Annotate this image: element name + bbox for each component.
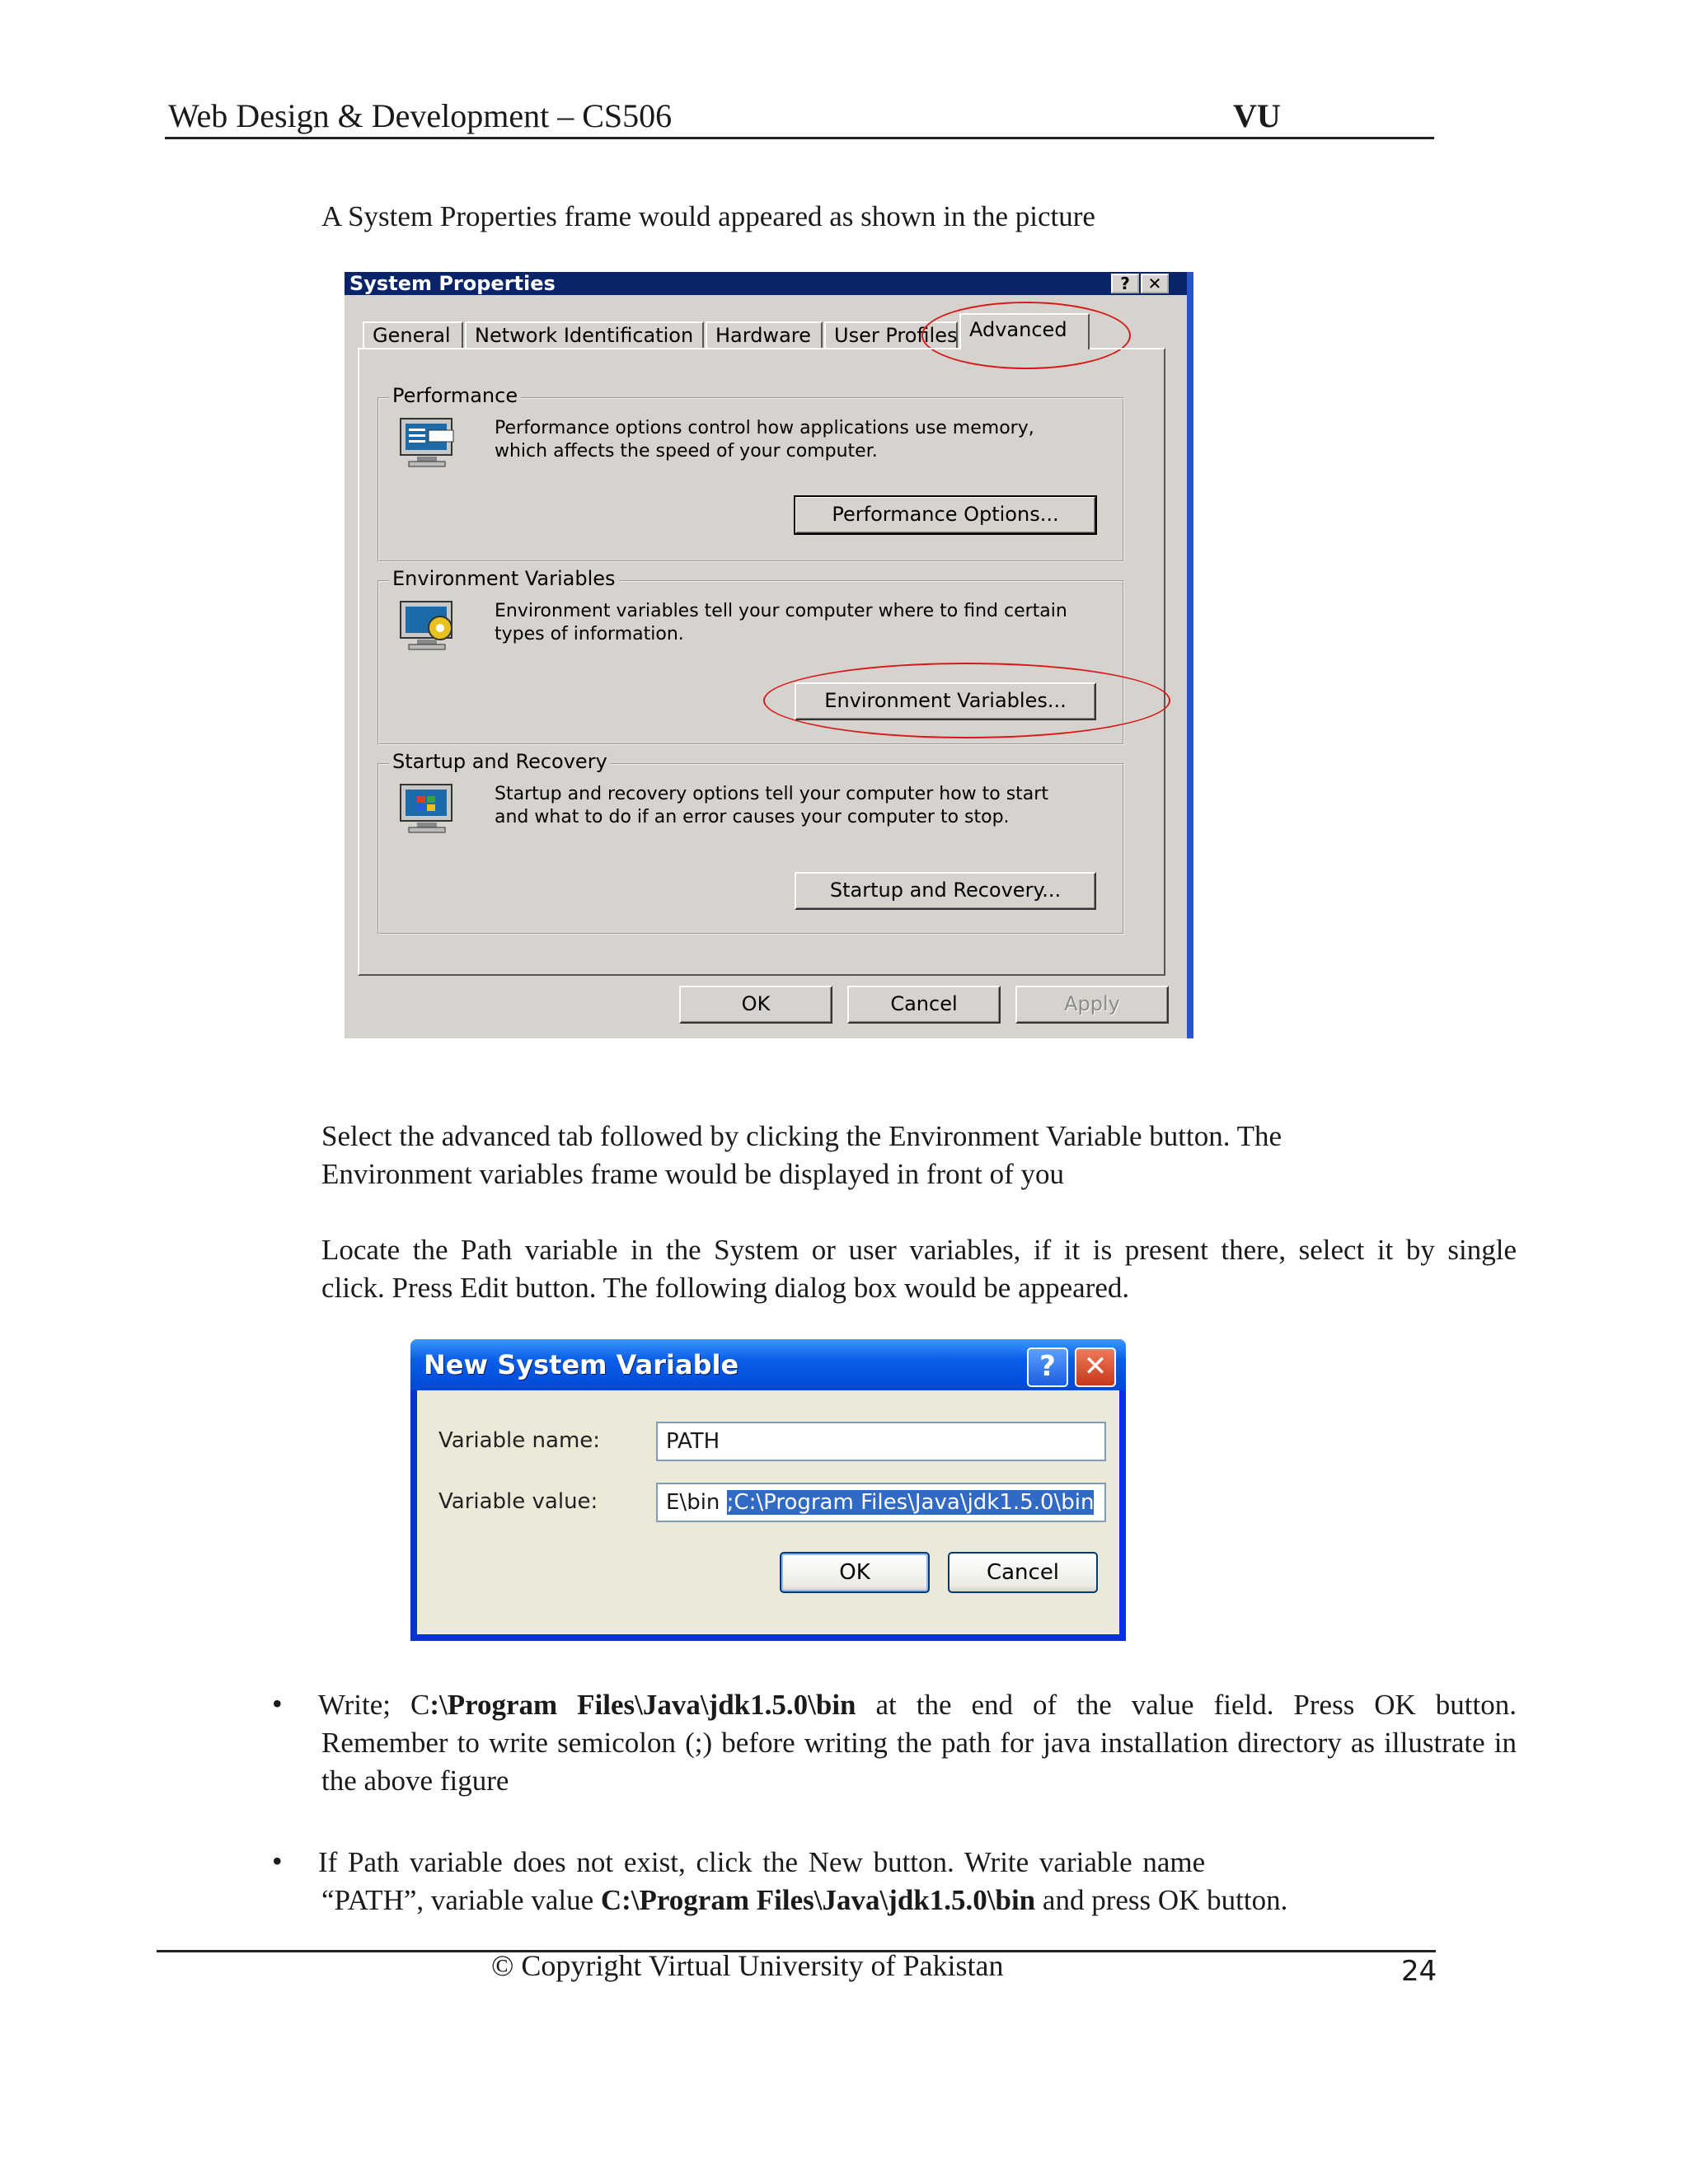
tab-advanced[interactable]: Advanced	[959, 313, 1090, 349]
group-description: Environment variables tell your computer where to find certain types of information.	[495, 601, 1067, 644]
ok-button[interactable]: OK	[679, 986, 832, 1024]
apply-button[interactable]: Apply	[1015, 986, 1169, 1024]
tab-hardware[interactable]: Hardware	[706, 321, 823, 348]
environment-variables-button[interactable]: Environment Variables...	[795, 682, 1096, 720]
sp-close-button[interactable]: ✕	[1141, 274, 1169, 293]
nsv-help-button[interactable]: ?	[1027, 1347, 1068, 1387]
sp-help-button[interactable]: ?	[1111, 274, 1139, 293]
highlight-environment-button	[763, 663, 1170, 738]
paragraph-locate-path: Locate the Path variable in the System or user variables, if it is present there, select it by single click. Press Edit button. The following dialog box would be appeared.	[321, 1234, 1517, 1304]
group-description: Startup and recovery options tell your computer how to start and what to do if an error causes your computer to stop.	[495, 784, 1048, 827]
bullet-new-path: If Path variable does not exist, click the New button. Write variable name “PATH”, variable value C:\Program Files\Java\jdk1.5.0\bin and press OK button.	[318, 1846, 1288, 1916]
course-title: Web Design & Development – CS506	[168, 97, 673, 134]
variable-value-label: Variable value:	[438, 1489, 598, 1514]
cancel-button[interactable]: Cancel	[847, 986, 1001, 1024]
nsv-close-button[interactable]: ✕	[1075, 1347, 1116, 1387]
performance-monitor-icon	[397, 415, 462, 470]
nsv-cancel-button[interactable]: Cancel	[948, 1552, 1098, 1593]
page-number: 24	[1401, 1955, 1437, 1988]
bullet-marker: •	[272, 1687, 283, 1720]
tab-network-identification[interactable]: Network Identification	[465, 321, 704, 348]
tab-user-profiles[interactable]: User Profiles	[824, 321, 958, 348]
variable-name-label: Variable name:	[438, 1428, 601, 1453]
value-selected-text: ;C:\Program Files\Java\jdk1.5.0\bin	[726, 1490, 1095, 1515]
nsv-body	[417, 1390, 1119, 1634]
copyright-text: © Copyright Virtual University of Pakistan	[491, 1949, 1004, 1982]
group-label: Startup and Recovery	[389, 750, 611, 773]
startup-recovery-button[interactable]: Startup and Recovery...	[795, 872, 1096, 910]
bullet-marker: •	[272, 1844, 283, 1877]
group-label: Environment Variables	[389, 567, 619, 590]
sp-title: System Properties	[349, 272, 556, 295]
sp-titlebar	[345, 272, 1187, 295]
page-header	[165, 99, 1434, 139]
tab-general[interactable]: General	[363, 321, 463, 348]
group-label: Performance	[389, 384, 521, 407]
sp-advanced-panel	[358, 348, 1165, 976]
bullet-write-path: Write; C:\Program Files\Java\jdk1.5.0\bin at the end of the value field. Press OK button. Remember to write semicolon (;) before writing the path for java installation directory as illustrate in the above figure	[318, 1689, 1517, 1797]
paragraph-select-advanced: Select the advanced tab followed by clicking the Environment Variable button. The Environment variables frame would be displayed in front of you	[321, 1120, 1282, 1190]
header-vu: VU	[1233, 97, 1281, 134]
value-prefix: E\bin	[666, 1490, 720, 1515]
nsv-title: New System Variable	[424, 1349, 739, 1380]
nsv-ok-button[interactable]: OK	[780, 1552, 930, 1593]
group-startup-recovery	[377, 750, 1124, 935]
nsv-titlebar	[410, 1339, 1126, 1390]
group-performance	[377, 384, 1124, 562]
performance-options-button[interactable]: Performance Options...	[795, 496, 1096, 534]
system-properties-dialog	[345, 272, 1193, 1038]
variable-name-field[interactable]: PATH	[656, 1422, 1106, 1461]
new-system-variable-dialog	[410, 1339, 1126, 1641]
group-description: Performance options control how applications use memory, which affects the speed of your computer.	[495, 418, 1034, 462]
environment-settings-icon	[397, 598, 462, 653]
sp-right-edge	[1187, 272, 1193, 1038]
intro-text: A System Properties frame would appeared as shown in the picture	[321, 200, 1095, 232]
variable-value-field[interactable]	[656, 1483, 1106, 1522]
startup-recovery-icon	[397, 781, 462, 836]
